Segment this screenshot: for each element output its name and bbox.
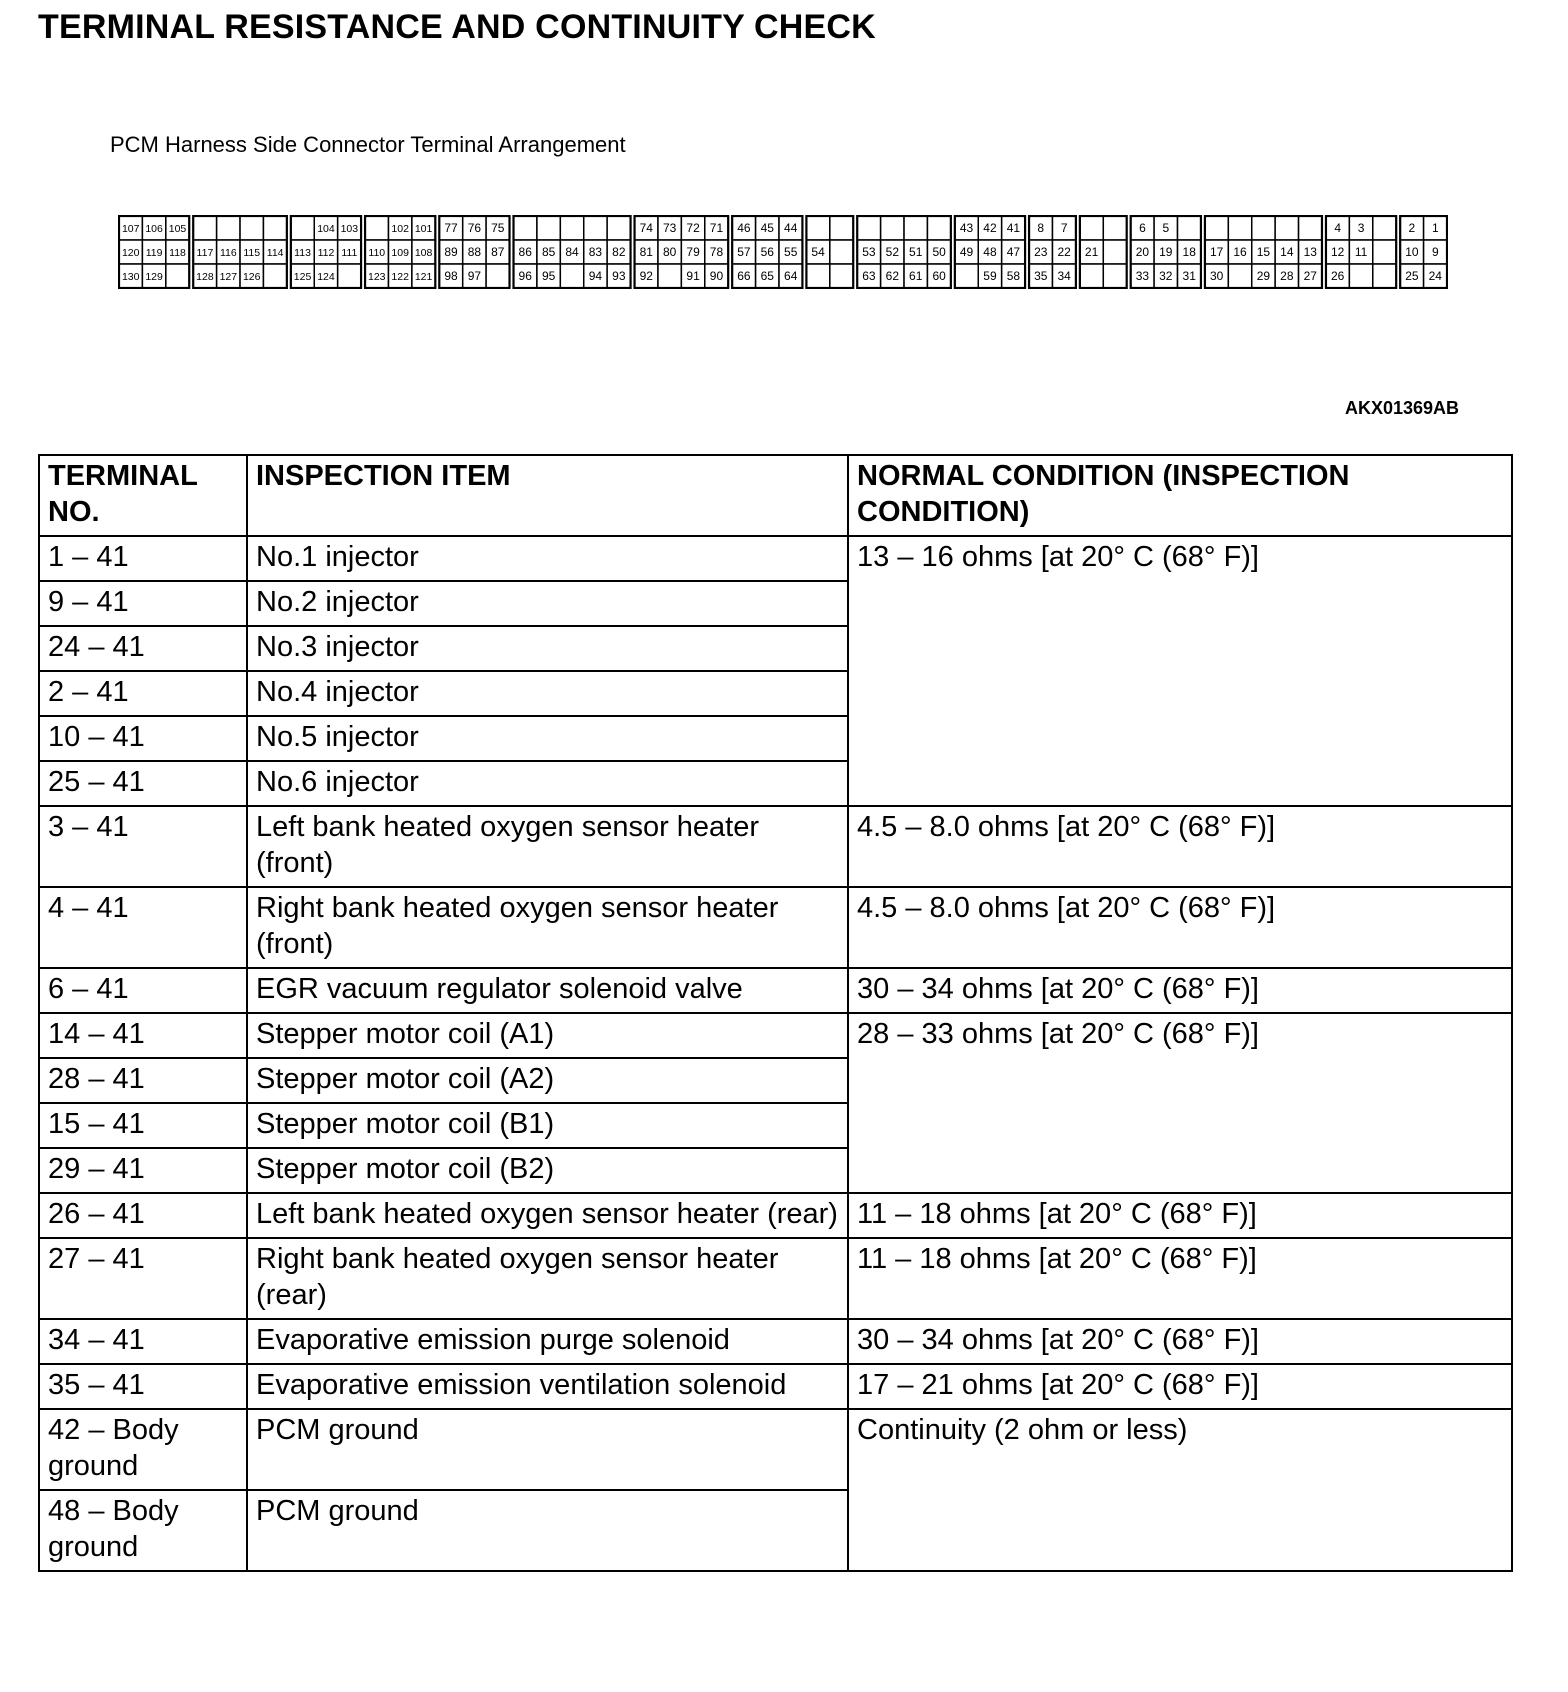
terminal-number: 71 [709,221,724,235]
terminal-number: 95 [541,269,556,283]
item-cell: No.5 injector [247,716,848,761]
terminal-cell: 28 – 41 [39,1058,247,1103]
terminal-cell [1349,264,1372,288]
terminal-number: 23 [1034,245,1048,259]
item-cell: Evaporative emission ventilation solenoid [247,1364,848,1409]
terminal-number: 94 [588,269,603,283]
terminal-number: 111 [341,247,358,259]
terminal-number: 57 [737,245,751,259]
terminal-number: 126 [242,271,261,283]
terminal-number: 13 [1303,245,1317,259]
terminal-number: 75 [491,221,505,235]
terminal-number: 30 [1209,269,1224,283]
item-cell: No.3 injector [247,626,848,671]
condition-cell: 30 – 34 ohms [at 20° C (68° F)] [848,1319,1512,1364]
item-cell: Left bank heated oxygen sensor heater (front) [247,806,848,887]
terminal-cell [217,216,240,240]
terminal-cell [658,264,681,288]
table-row [39,1013,1512,1058]
condition-cell: 4.5 – 8.0 ohms [at 20° C (68° F)] [848,887,1512,968]
terminal-cell [486,264,509,288]
condition-cell: Continuity (2 ohm or less) [848,1409,1512,1571]
terminal-number: 109 [391,247,409,259]
table-row [39,1364,1512,1409]
terminal-number: 96 [518,269,532,283]
condition-cell: 28 – 33 ohms [at 20° C (68° F)] [848,1013,1512,1193]
terminal-number: 1 [1431,221,1439,235]
connector-block [365,216,435,288]
terminal-number: 90 [709,269,724,283]
terminal-number: 52 [885,245,900,259]
item-cell: Left bank heated oxygen sensor heater (rear) [247,1193,848,1238]
terminal-number: 43 [959,221,974,235]
terminal-number: 77 [444,221,458,235]
terminal-number: 112 [317,247,335,259]
terminal-number: 78 [709,245,724,259]
connector-block [1080,216,1127,288]
connector-block [732,216,802,288]
item-cell: No.6 injector [247,761,848,806]
terminal-number: 41 [1006,221,1021,235]
terminal-number: 14 [1280,245,1294,259]
terminal-number: 27 [1303,269,1317,283]
terminal-number: 93 [612,269,626,283]
terminal-number: 49 [959,245,974,259]
terminal-number: 127 [219,271,238,283]
connector-block [193,216,287,288]
terminal-number: 108 [414,247,433,259]
terminal-number: 33 [1135,269,1150,283]
page-title: TERMINAL RESISTANCE AND CONTINUITY CHECK [38,8,876,46]
terminal-number: 47 [1006,245,1021,259]
terminal-number: 91 [686,269,700,283]
item-cell: No.4 injector [247,671,848,716]
terminal-number: 84 [565,245,579,259]
terminal-cell: 15 – 41 [39,1103,247,1148]
terminal-cell: 26 – 41 [39,1193,247,1238]
terminal-cell [514,216,537,240]
terminal-number: 114 [266,247,284,259]
terminal-cell [263,264,286,288]
terminal-number: 58 [1006,269,1021,283]
terminal-number: 18 [1182,245,1196,259]
terminal-cell [1252,216,1275,240]
condition-cell: 11 – 18 ohms [at 20° C (68° F)] [848,1193,1512,1238]
table-row [39,806,1512,887]
terminal-cell [1373,264,1396,288]
terminal-number: 115 [243,247,261,259]
terminal-cell [1275,216,1298,240]
item-cell: No.1 injector [247,536,848,581]
terminal-number: 121 [414,271,433,283]
table-row [39,968,1512,1013]
terminal-number: 61 [909,269,923,283]
terminal-cell [1228,264,1251,288]
terminal-cell: 42 – Body ground [39,1409,247,1490]
condition-cell: 30 – 34 ohms [at 20° C (68° F)] [848,968,1512,1013]
terminal-number: 62 [885,269,900,283]
terminal-number: 25 [1405,269,1419,283]
terminal-number: 82 [612,245,626,259]
terminal-cell [338,264,361,288]
terminal-number: 73 [662,221,677,235]
terminal-cell [927,216,950,240]
item-cell: Stepper motor coil (A1) [247,1013,848,1058]
terminal-cell [1103,216,1126,240]
terminal-cell [806,264,829,288]
condition-cell: 11 – 18 ohms [at 20° C (68° F)] [848,1238,1512,1319]
terminal-number: 110 [368,247,386,259]
header-terminal: TERMINAL NO. [39,455,247,536]
terminal-number: 44 [784,221,798,235]
terminal-cell [1205,216,1228,240]
terminal-number: 72 [686,221,700,235]
condition-cell: 4.5 – 8.0 ohms [at 20° C (68° F)] [848,806,1512,887]
connector-svg [118,215,1448,289]
terminal-cell: 27 – 41 [39,1238,247,1319]
terminal-number: 59 [983,269,997,283]
terminal-number: 123 [368,271,386,283]
terminal-cell [830,216,853,240]
terminal-cell [806,216,829,240]
terminal-number: 65 [760,269,774,283]
terminal-number: 51 [909,245,923,259]
terminal-cell: 2 – 41 [39,671,247,716]
terminal-number: 92 [639,269,653,283]
terminal-number: 15 [1256,245,1271,259]
terminal-number: 81 [639,245,653,259]
header-item: INSPECTION ITEM [247,455,848,536]
terminal-cell [830,240,853,264]
terminal-number: 107 [121,223,140,235]
item-cell: PCM ground [247,1409,848,1490]
connector-diagram [118,215,1448,289]
terminal-number: 79 [686,245,700,259]
terminal-number: 120 [121,247,140,259]
item-cell: Stepper motor coil (A2) [247,1058,848,1103]
terminal-number: 63 [862,269,876,283]
terminal-cell [584,216,607,240]
terminal-number: 26 [1330,269,1345,283]
terminal-cell: 25 – 41 [39,761,247,806]
terminal-number: 8 [1037,221,1045,235]
connector-block [857,216,951,288]
connector-block [1205,216,1322,288]
table-header-row [39,455,1512,536]
terminal-number: 48 [983,245,997,259]
terminal-number: 45 [760,221,774,235]
terminal-number: 87 [491,245,505,259]
terminal-cell: 48 – Body ground [39,1490,247,1571]
table-row [39,1319,1512,1364]
terminal-cell [1228,216,1251,240]
connector-block [119,216,189,288]
terminal-cell [830,264,853,288]
terminal-number: 5 [1162,221,1170,235]
terminal-cell [1299,216,1322,240]
terminal-cell [291,216,314,240]
terminal-cell [607,216,630,240]
terminal-number: 4 [1334,221,1342,235]
terminal-number: 104 [317,223,335,235]
terminal-number: 116 [219,247,237,259]
terminal-cell: 34 – 41 [39,1319,247,1364]
terminal-cell: 35 – 41 [39,1364,247,1409]
terminal-cell: 10 – 41 [39,716,247,761]
item-cell: Right bank heated oxygen sensor heater (rear) [247,1238,848,1319]
connector-block [439,216,509,288]
terminal-cell [166,264,189,288]
terminal-number: 50 [932,245,946,259]
terminal-number: 101 [414,223,433,235]
table-row [39,536,1512,581]
header-condition: NORMAL CONDITION (INSPECTION CONDITION) [848,455,1512,536]
terminal-cell [1080,216,1103,240]
terminal-number: 97 [467,269,482,283]
terminal-cell [881,216,904,240]
terminal-number: 130 [121,271,140,283]
terminal-number: 64 [784,269,798,283]
terminal-number: 34 [1057,269,1071,283]
item-cell: Evaporative emission purge solenoid [247,1319,848,1364]
terminal-number: 98 [444,269,458,283]
terminal-number: 6 [1139,221,1146,235]
terminal-number: 122 [391,271,409,283]
terminal-cell: 29 – 41 [39,1148,247,1193]
terminal-number: 66 [737,269,751,283]
terminal-number: 3 [1357,221,1365,235]
terminal-number: 85 [541,245,556,259]
condition-cell: 13 – 16 ohms [at 20° C (68° F)] [848,536,1512,806]
terminal-number: 117 [196,247,214,259]
terminal-number: 102 [391,223,409,235]
terminal-cell: 1 – 41 [39,536,247,581]
item-cell: Right bank heated oxygen sensor heater (front) [247,887,848,968]
terminal-number: 124 [317,271,335,283]
terminal-number: 55 [784,245,798,259]
terminal-number: 106 [145,223,163,235]
terminal-cell: 3 – 41 [39,806,247,887]
table-row [39,887,1512,968]
terminal-number: 19 [1159,245,1173,259]
terminal-number: 42 [983,221,997,235]
terminal-number: 28 [1280,269,1294,283]
terminal-number: 56 [760,245,774,259]
terminal-number: 32 [1159,269,1173,283]
terminal-cell [560,264,583,288]
terminal-number: 11 [1354,245,1368,259]
terminal-cell [240,216,263,240]
connector-block [291,216,361,288]
terminal-number: 21 [1084,245,1099,259]
terminal-number: 20 [1135,245,1150,259]
item-cell: PCM ground [247,1490,848,1571]
terminal-number: 60 [932,269,946,283]
terminal-number: 22 [1057,245,1071,259]
terminal-cell [1103,264,1126,288]
connector-block [955,216,1025,288]
terminal-cell [1373,240,1396,264]
connector-block [1131,216,1201,288]
terminal-cell [857,216,880,240]
terminal-cell [193,216,216,240]
table-row [39,1238,1512,1319]
terminal-number: 46 [737,221,751,235]
terminal-number: 24 [1428,269,1442,283]
terminal-number: 83 [588,245,603,259]
table-row [39,1409,1512,1490]
terminal-number: 128 [196,271,214,283]
terminal-number: 125 [293,271,312,283]
terminal-number: 86 [518,245,532,259]
terminal-cell: 4 – 41 [39,887,247,968]
terminal-number: 31 [1182,269,1196,283]
terminal-number: 53 [862,245,876,259]
terminal-cell [263,216,286,240]
terminal-number: 54 [811,245,825,259]
terminal-number: 2 [1408,221,1416,235]
terminal-cell: 14 – 41 [39,1013,247,1058]
terminal-cell: 6 – 41 [39,968,247,1013]
terminal-number: 103 [340,223,359,235]
terminal-number: 129 [145,271,163,283]
terminal-number: 88 [467,245,482,259]
item-cell: EGR vacuum regulator solenoid valve [247,968,848,1013]
connector-block [1326,216,1396,288]
item-cell: Stepper motor coil (B1) [247,1103,848,1148]
terminal-number: 105 [168,223,187,235]
terminal-number: 10 [1405,245,1419,259]
item-cell: Stepper motor coil (B2) [247,1148,848,1193]
terminal-number: 9 [1431,245,1439,259]
terminal-number: 80 [662,245,677,259]
connector-block [514,216,631,288]
terminal-cell [537,216,560,240]
terminal-number: 35 [1034,269,1048,283]
terminal-cell [560,216,583,240]
terminal-cell [365,216,388,240]
terminal-number: 89 [444,245,458,259]
terminal-number: 113 [294,247,311,259]
connector-block [1400,216,1447,288]
terminal-cell [1080,264,1103,288]
spec-table [38,454,1513,1572]
terminal-cell [904,216,927,240]
terminal-cell: 24 – 41 [39,626,247,671]
terminal-number: 74 [639,221,653,235]
terminal-number: 118 [169,247,186,259]
item-cell: No.2 injector [247,581,848,626]
terminal-cell [1178,216,1201,240]
figure-id: AKX01369AB [1345,398,1460,418]
figure-caption: PCM Harness Side Connector Terminal Arrangement [110,132,626,157]
table-row [39,1193,1512,1238]
terminal-number: 12 [1330,245,1345,259]
connector-block [635,216,729,288]
terminal-cell [955,264,978,288]
terminal-number: 16 [1233,245,1247,259]
connector-block [806,216,853,288]
connector-block [1029,216,1076,288]
terminal-number: 17 [1209,245,1224,259]
terminal-number: 29 [1256,269,1271,283]
terminal-cell: 9 – 41 [39,581,247,626]
terminal-cell [1373,216,1396,240]
terminal-cell [1103,240,1126,264]
terminal-number: 76 [467,221,482,235]
terminal-number: 7 [1060,221,1068,235]
condition-cell: 17 – 21 ohms [at 20° C (68° F)] [848,1364,1512,1409]
terminal-number: 119 [145,247,163,259]
